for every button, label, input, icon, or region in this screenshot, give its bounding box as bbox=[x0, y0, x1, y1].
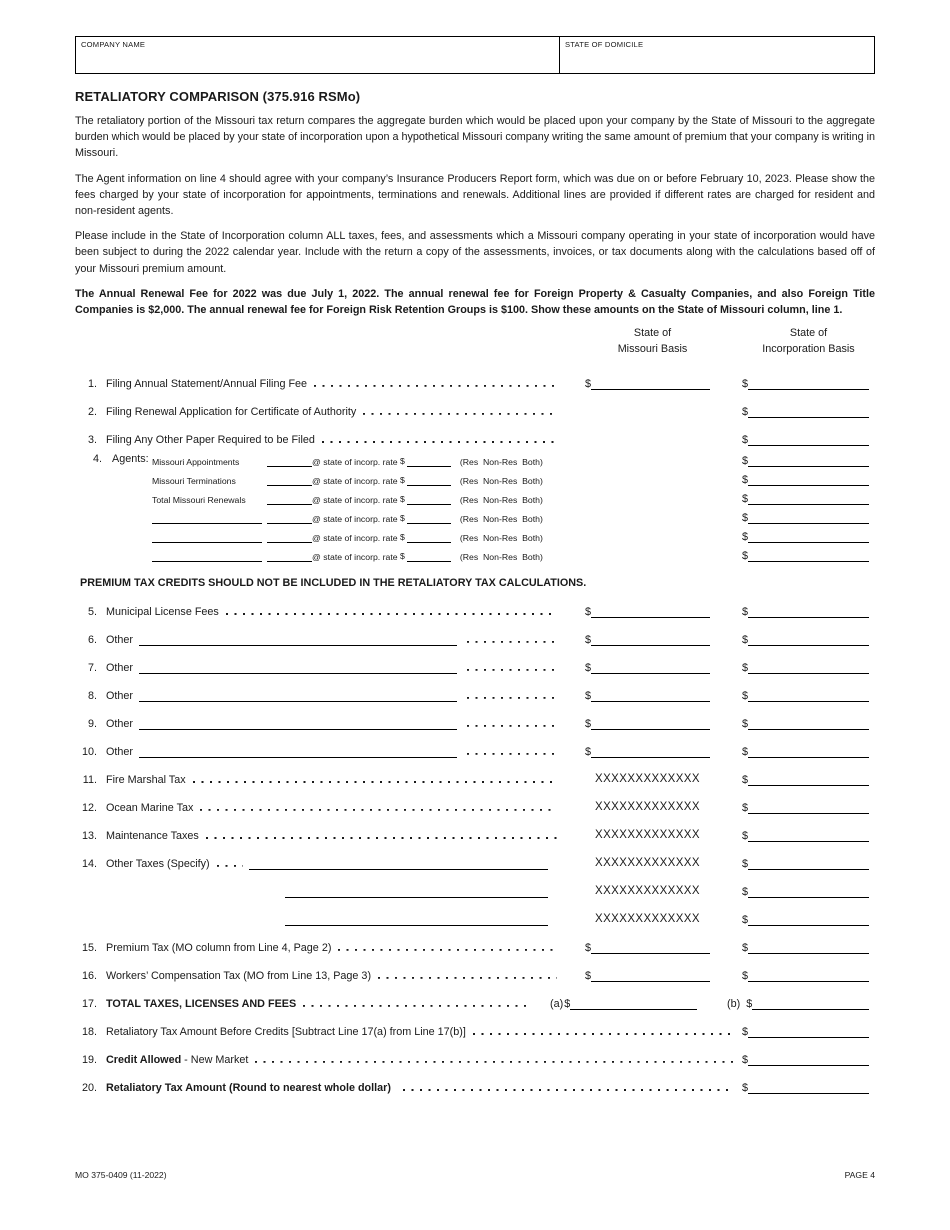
line-14-continuation-1 bbox=[75, 875, 875, 903]
dot-leader bbox=[314, 385, 557, 387]
line-1-mo-amount-field[interactable] bbox=[591, 388, 710, 390]
line-17-number: 17. bbox=[81, 998, 97, 1011]
incorporation-basis-header: State of Incorporation Basis bbox=[762, 327, 855, 355]
missouri-basis-header: State of Missouri Basis bbox=[617, 327, 688, 355]
line-7-label: Other bbox=[106, 662, 134, 675]
line-12 bbox=[75, 791, 875, 819]
line-3-inc-amount-field[interactable] bbox=[748, 444, 869, 446]
dollar-sign: $ bbox=[564, 998, 571, 1011]
agent-row-terminations bbox=[75, 470, 875, 489]
dollar-sign: $ bbox=[742, 634, 749, 647]
res-nonres-both-options[interactable]: (Res Non-Res Both) bbox=[459, 552, 543, 563]
line-17a-total-field[interactable] bbox=[570, 1008, 697, 1010]
dollar-sign: $ bbox=[585, 606, 592, 619]
dollar-sign: $ bbox=[742, 802, 749, 815]
line-15-mo-amount-field[interactable] bbox=[591, 952, 710, 954]
line-10-label: Other bbox=[106, 746, 134, 759]
intro-paragraph-3: Please include in the State of Incorporation column ALL taxes, fees, and assessments which a Missouri company operating in your state of incorporation would have been subject to during the 2022 calendar year. Include with the return a copy of the assessments, invoices, or tax documents along with the calculations based off of your Missouri premium amount. bbox=[75, 230, 875, 275]
dollar-sign: $ bbox=[742, 774, 749, 787]
dollar-sign: $ bbox=[585, 718, 592, 731]
dot-leader bbox=[467, 753, 557, 755]
agent-type-label: Total Missouri Renewals bbox=[152, 495, 246, 506]
dot-leader bbox=[322, 441, 557, 443]
line-13-label: Maintenance Taxes bbox=[106, 830, 199, 843]
dollar-sign: $ bbox=[742, 531, 749, 544]
line-17-label: TOTAL TAXES, LICENSES AND FEES bbox=[106, 998, 297, 1011]
res-nonres-both-options[interactable]: (Res Non-Res Both) bbox=[459, 457, 543, 468]
line-19-label-rest: - New Market bbox=[181, 1054, 249, 1067]
rate-text: @ state of incorp. rate bbox=[312, 457, 401, 468]
line-11-number: 11. bbox=[82, 774, 97, 787]
agent-extra-3-rate-field[interactable] bbox=[407, 560, 451, 562]
dollar-sign: $ bbox=[585, 662, 592, 675]
line-15 bbox=[75, 931, 875, 959]
line-7 bbox=[75, 651, 875, 679]
dollar-sign: $ bbox=[742, 1054, 749, 1067]
line-5-label: Municipal License Fees bbox=[106, 606, 219, 619]
rate-text: @ state of incorp. rate bbox=[312, 514, 401, 525]
line-14-number: 14. bbox=[81, 858, 97, 871]
dot-leader bbox=[338, 949, 557, 951]
line-7-description-field[interactable] bbox=[139, 672, 457, 674]
agent-row-extra-3 bbox=[75, 546, 875, 565]
line-12-mo-na-placeholder: XXXXXXXXXXXXX bbox=[595, 801, 700, 814]
dollar-sign: $ bbox=[742, 512, 749, 525]
dot-leader bbox=[403, 1089, 734, 1091]
dot-leader bbox=[467, 725, 557, 727]
dollar-sign: $ bbox=[742, 474, 749, 487]
dot-leader bbox=[467, 641, 557, 643]
line-1 bbox=[75, 367, 875, 395]
dollar-sign: $ bbox=[400, 532, 405, 543]
line-15-label: Premium Tax (MO column from Line 4, Page 2) bbox=[106, 942, 332, 955]
dollar-sign: $ bbox=[742, 970, 749, 983]
dollar-sign: $ bbox=[742, 378, 749, 391]
line-3 bbox=[75, 423, 875, 451]
line-16 bbox=[75, 959, 875, 987]
dollar-sign: $ bbox=[400, 551, 405, 562]
line-9 bbox=[75, 707, 875, 735]
line-18-amount-field[interactable] bbox=[748, 1036, 869, 1038]
dollar-sign: $ bbox=[585, 746, 592, 759]
line-2-inc-amount-field[interactable] bbox=[748, 416, 869, 418]
dot-leader bbox=[206, 837, 557, 839]
dot-leader bbox=[193, 781, 557, 783]
intro-paragraph-2: The Agent information on line 4 should agree with your company’s Insurance Producers Report form, which was due on or before February 10, 2023. Please show the fees charged by your state of incorporation for appointments, terminations and renewals. Additional lines are provided if different rates are charged for resident and non-resident agents. bbox=[75, 172, 875, 218]
line-14-continuation-2 bbox=[75, 903, 875, 931]
line-8-label: Other bbox=[106, 690, 134, 703]
agent-terminations-inc-amount-field[interactable] bbox=[748, 484, 869, 486]
agent-row-renewals bbox=[75, 489, 875, 508]
line-16-number: 16. bbox=[81, 970, 97, 983]
line-6 bbox=[75, 623, 875, 651]
agent-type-label: Missouri Terminations bbox=[152, 476, 236, 487]
dollar-sign: $ bbox=[742, 746, 749, 759]
premium-tax-credits-note: PREMIUM TAX CREDITS SHOULD NOT BE INCLUDED IN THE RETALIATORY TAX CALCULATIONS. bbox=[80, 577, 587, 590]
company-name-label: COMPANY NAME bbox=[81, 40, 146, 49]
agent-extra-3-inc-amount-field[interactable] bbox=[748, 560, 869, 562]
dollar-sign: $ bbox=[742, 1026, 749, 1039]
dollar-sign: $ bbox=[400, 513, 405, 524]
line-17-totals bbox=[75, 987, 875, 1015]
line-6-mo-amount-field[interactable] bbox=[591, 644, 710, 646]
rate-text: @ state of incorp. rate bbox=[312, 552, 401, 563]
dollar-sign: $ bbox=[742, 830, 749, 843]
line-1-number: 1. bbox=[87, 378, 97, 391]
line-6-number: 6. bbox=[87, 634, 97, 647]
line-9-number: 9. bbox=[87, 718, 97, 731]
dollar-sign: $ bbox=[742, 493, 749, 506]
line-14-description-field-2[interactable] bbox=[285, 896, 548, 898]
dot-leader bbox=[363, 413, 557, 415]
line-7-number: 7. bbox=[87, 662, 97, 675]
column-headers bbox=[75, 326, 875, 357]
line-10-mo-amount-field[interactable] bbox=[591, 756, 710, 758]
res-nonres-both-options[interactable]: (Res Non-Res Both) bbox=[459, 495, 543, 506]
line-8-description-field[interactable] bbox=[139, 700, 457, 702]
state-of-domicile-label: STATE OF DOMICILE bbox=[565, 40, 644, 49]
agent-renewals-count-field[interactable] bbox=[267, 503, 312, 505]
rate-text: @ state of incorp. rate bbox=[312, 533, 401, 544]
company-name-field[interactable] bbox=[76, 37, 559, 73]
line-4-agents-block bbox=[75, 451, 875, 565]
line-20-number: 20. bbox=[81, 1082, 97, 1095]
line-14-mo-na-placeholder: XXXXXXXXXXXXX bbox=[595, 857, 700, 870]
line-14-mo-na-placeholder: XXXXXXXXXXXXX bbox=[595, 913, 700, 926]
line-2-number: 2. bbox=[87, 406, 97, 419]
agent-extra-1-inc-amount-field[interactable] bbox=[748, 522, 869, 524]
agent-appointments-count-field[interactable] bbox=[267, 465, 312, 467]
agent-appointments-rate-field[interactable] bbox=[407, 465, 451, 467]
line-14-inc-amount-field-3[interactable] bbox=[748, 924, 869, 926]
res-nonres-both-options[interactable]: (Res Non-Res Both) bbox=[459, 514, 543, 525]
dot-leader bbox=[467, 669, 557, 671]
intro-paragraph-1: The retaliatory portion of the Missouri tax return compares the aggregate burden which would be placed upon your company by the State of Missouri to the aggregate burden which would be placed by your state of incorporation upon a hypothetical Missouri company writing the same amount of premium that your company is writing in Missouri. bbox=[75, 115, 875, 160]
line-20 bbox=[75, 1071, 875, 1099]
line-9-label: Other bbox=[106, 718, 134, 731]
agent-extra-2-count-field[interactable] bbox=[267, 541, 312, 543]
agent-extra-1-type-field[interactable] bbox=[152, 522, 262, 524]
page-footer bbox=[75, 1170, 875, 1180]
line-13-inc-amount-field[interactable] bbox=[748, 840, 869, 842]
dollar-sign: $ bbox=[585, 942, 592, 955]
line-19-label-bold: Credit Allowed bbox=[106, 1054, 182, 1067]
line-14-inc-amount-field[interactable] bbox=[748, 868, 869, 870]
line-16-mo-amount-field[interactable] bbox=[591, 980, 710, 982]
line-18-label: Retaliatory Tax Amount Before Credits [Subtract Line 17(a) from Line 17(b)] bbox=[106, 1026, 466, 1039]
agent-terminations-rate-field[interactable] bbox=[407, 484, 451, 486]
dollar-sign: $ bbox=[742, 550, 749, 563]
agent-renewals-inc-amount-field[interactable] bbox=[748, 503, 869, 505]
line-8-inc-amount-field[interactable] bbox=[748, 700, 869, 702]
line-5-number: 5. bbox=[87, 606, 97, 619]
dot-leader bbox=[200, 809, 557, 811]
line-16-inc-amount-field[interactable] bbox=[748, 980, 869, 982]
agent-terminations-count-field[interactable] bbox=[267, 484, 312, 486]
line-4-label: Agents: bbox=[112, 453, 149, 466]
dollar-sign: $ bbox=[742, 1082, 749, 1095]
dot-leader bbox=[378, 977, 557, 979]
line-18-number: 18. bbox=[81, 1026, 97, 1039]
agent-type-label: Missouri Appointments bbox=[152, 457, 240, 468]
line-20-label: Retaliatory Tax Amount (Round to nearest whole dollar) bbox=[106, 1082, 391, 1095]
dot-leader bbox=[217, 865, 243, 867]
label-b: (b) bbox=[727, 998, 744, 1011]
page-number: PAGE 4 bbox=[844, 1170, 875, 1180]
line-9-mo-amount-field[interactable] bbox=[591, 728, 710, 730]
line-10-description-field[interactable] bbox=[139, 756, 457, 758]
dollar-sign: $ bbox=[742, 914, 749, 927]
form-number: MO 375-0409 (11-2022) bbox=[75, 1170, 167, 1180]
agent-extra-1-rate-field[interactable] bbox=[407, 522, 451, 524]
dollar-sign: $ bbox=[742, 718, 749, 731]
line-10 bbox=[75, 735, 875, 763]
line-8 bbox=[75, 679, 875, 707]
line-13-mo-na-placeholder: XXXXXXXXXXXXX bbox=[595, 829, 700, 842]
agent-extra-3-type-field[interactable] bbox=[152, 560, 262, 562]
line-2-label: Filing Renewal Application for Certificate of Authority bbox=[106, 406, 357, 419]
dollar-sign: $ bbox=[742, 662, 749, 675]
line-12-label: Ocean Marine Tax bbox=[106, 802, 194, 815]
line-6-label: Other bbox=[106, 634, 134, 647]
line-8-number: 8. bbox=[87, 690, 97, 703]
line-4-number: 4. bbox=[92, 453, 102, 466]
dot-leader bbox=[473, 1033, 734, 1035]
agent-row-appointments bbox=[75, 451, 875, 470]
dot-leader bbox=[255, 1061, 734, 1063]
line-14-inc-amount-field-2[interactable] bbox=[748, 896, 869, 898]
header-boxes bbox=[75, 36, 875, 74]
agent-extra-2-inc-amount-field[interactable] bbox=[748, 541, 869, 543]
line-19-number: 19. bbox=[81, 1054, 97, 1067]
line-2 bbox=[75, 395, 875, 423]
dollar-sign: $ bbox=[585, 634, 592, 647]
line-18 bbox=[75, 1015, 875, 1043]
dollar-sign: $ bbox=[585, 970, 592, 983]
line-6-description-field[interactable] bbox=[139, 644, 457, 646]
line-5 bbox=[75, 595, 875, 623]
line-1-label: Filing Annual Statement/Annual Filing Fee bbox=[106, 378, 308, 391]
line-19-credit-field[interactable] bbox=[748, 1064, 869, 1066]
line-7-mo-amount-field[interactable] bbox=[591, 672, 710, 674]
line-11-inc-amount-field[interactable] bbox=[748, 784, 869, 786]
label-a: (a) bbox=[550, 998, 564, 1011]
annual-renewal-fee-note: The Annual Renewal Fee for 2022 was due July 1, 2022. The annual renewal fee for Foreign Property & Casualty Companies, and also Foreign Title Companies is $2,000. The annual renewal fee for Foreign Risk Retention Groups is $100. Show these amounts on the State of Missouri column, line 1. bbox=[75, 287, 875, 317]
agent-extra-2-rate-field[interactable] bbox=[407, 541, 451, 543]
line-11-label: Fire Marshal Tax bbox=[106, 774, 186, 787]
line-5-mo-amount-field[interactable] bbox=[591, 616, 710, 618]
line-11 bbox=[75, 763, 875, 791]
form-lines bbox=[75, 367, 875, 1099]
line-20-amount-field[interactable] bbox=[748, 1092, 869, 1094]
line-14-description-field-3[interactable] bbox=[285, 924, 548, 926]
res-nonres-both-options[interactable]: (Res Non-Res Both) bbox=[459, 476, 543, 487]
line-12-number: 12. bbox=[81, 802, 97, 815]
line-19 bbox=[75, 1043, 875, 1071]
agent-appointments-inc-amount-field[interactable] bbox=[748, 465, 869, 467]
dollar-sign: $ bbox=[742, 455, 749, 468]
agent-renewals-rate-field[interactable] bbox=[407, 503, 451, 505]
dollar-sign: $ bbox=[400, 475, 405, 486]
line-8-mo-amount-field[interactable] bbox=[591, 700, 710, 702]
line-11-mo-na-placeholder: XXXXXXXXXXXXX bbox=[595, 773, 700, 786]
dollar-sign: $ bbox=[742, 434, 749, 447]
line-14-mo-na-placeholder: XXXXXXXXXXXXX bbox=[595, 885, 700, 898]
line-7-inc-amount-field[interactable] bbox=[748, 672, 869, 674]
line-10-number: 10. bbox=[81, 746, 97, 759]
line-9-description-field[interactable] bbox=[139, 728, 457, 730]
rate-text: @ state of incorp. rate bbox=[312, 495, 401, 506]
dollar-sign: $ bbox=[742, 606, 749, 619]
dollar-sign: $ bbox=[742, 406, 749, 419]
line-16-label: Workers’ Compensation Tax (MO from Line 13, Page 3) bbox=[106, 970, 372, 983]
dot-leader bbox=[467, 697, 557, 699]
line-13-number: 13. bbox=[81, 830, 97, 843]
dot-leader bbox=[226, 613, 557, 615]
line-10-inc-amount-field[interactable] bbox=[748, 756, 869, 758]
dollar-sign: $ bbox=[585, 690, 592, 703]
dollar-sign: $ bbox=[746, 998, 753, 1011]
line-14-label: Other Taxes (Specify) bbox=[106, 858, 210, 871]
line-12-inc-amount-field[interactable] bbox=[748, 812, 869, 814]
dollar-sign: $ bbox=[400, 494, 405, 505]
line-14-description-field[interactable] bbox=[249, 868, 548, 870]
line-15-number: 15. bbox=[81, 942, 97, 955]
dollar-sign: $ bbox=[742, 886, 749, 899]
agent-row-extra-1 bbox=[75, 508, 875, 527]
line-1-inc-amount-field[interactable] bbox=[748, 388, 869, 390]
agent-extra-2-type-field[interactable] bbox=[152, 541, 262, 543]
line-15-inc-amount-field[interactable] bbox=[748, 952, 869, 954]
line-5-inc-amount-field[interactable] bbox=[748, 616, 869, 618]
rate-text: @ state of incorp. rate bbox=[312, 476, 401, 487]
line-14 bbox=[75, 847, 875, 875]
agent-extra-3-count-field[interactable] bbox=[267, 560, 312, 562]
res-nonres-both-options[interactable]: (Res Non-Res Both) bbox=[459, 533, 543, 544]
dollar-sign: $ bbox=[742, 942, 749, 955]
line-13 bbox=[75, 819, 875, 847]
dollar-sign: $ bbox=[400, 456, 405, 467]
dollar-sign: $ bbox=[742, 690, 749, 703]
dollar-sign: $ bbox=[742, 858, 749, 871]
dot-leader bbox=[303, 1005, 532, 1007]
line-3-label: Filing Any Other Paper Required to be Filed bbox=[106, 434, 315, 447]
line-6-inc-amount-field[interactable] bbox=[748, 644, 869, 646]
dollar-sign: $ bbox=[585, 378, 592, 391]
line-17b-total-field[interactable] bbox=[752, 1008, 869, 1010]
agent-extra-1-count-field[interactable] bbox=[267, 522, 312, 524]
page-title: RETALIATORY COMPARISON (375.916 RSMo) bbox=[75, 89, 361, 104]
state-of-domicile-field[interactable] bbox=[559, 37, 874, 73]
agent-row-extra-2 bbox=[75, 527, 875, 546]
line-3-number: 3. bbox=[87, 434, 97, 447]
line-9-inc-amount-field[interactable] bbox=[748, 728, 869, 730]
